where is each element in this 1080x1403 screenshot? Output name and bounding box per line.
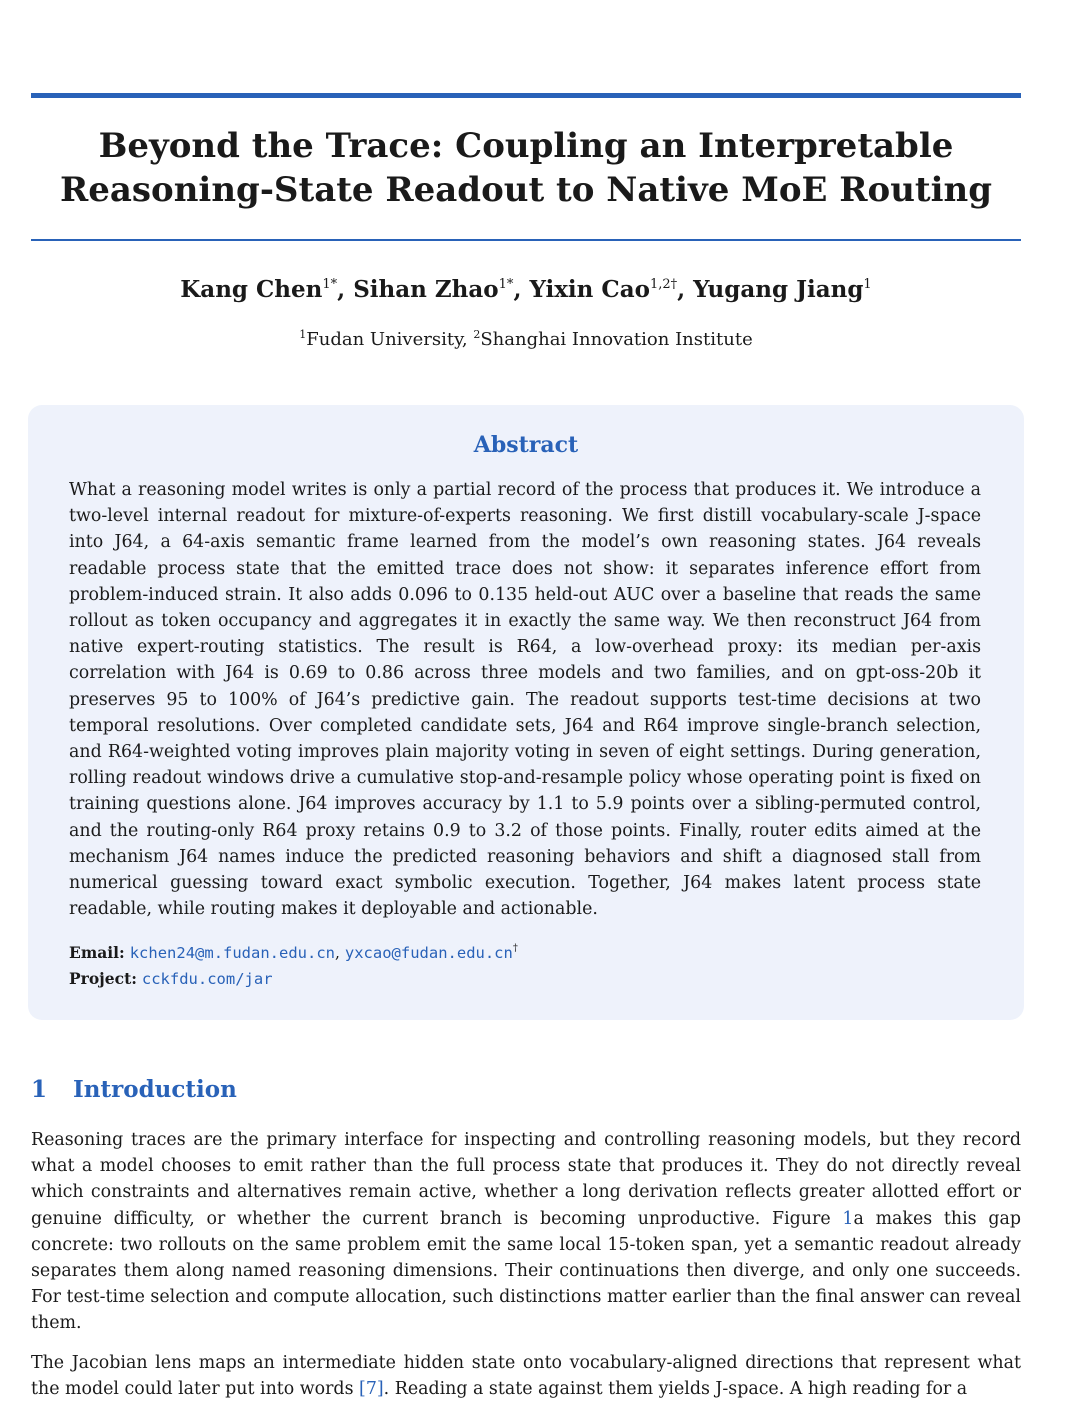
author-list — [31, 274, 1021, 306]
author-name: Sihan Zhao — [353, 276, 499, 303]
figure-ref-link[interactable]: 1 — [842, 1208, 854, 1229]
affiliation-mark: 2 — [473, 328, 481, 341]
author-sep: , — [677, 276, 694, 303]
intro-paragraph-1 — [31, 1127, 1021, 1337]
title-line-1: Beyond the Trace: Coupling an Interpretable — [98, 126, 954, 166]
title-top-rule — [31, 93, 1021, 98]
section-title: Introduction — [73, 1076, 237, 1103]
author-mark: 1,2† — [649, 277, 678, 292]
section-number: 1 — [31, 1076, 48, 1103]
abstract-box — [28, 405, 1024, 1020]
author-sep: , — [337, 276, 354, 303]
project-label: Project: — [69, 969, 137, 988]
affiliation-name: Shanghai Innovation Institute — [480, 329, 753, 350]
email-line — [69, 943, 981, 963]
affiliation-sep: , — [461, 329, 474, 350]
intro-p1-text-b: a makes this gap concrete: two rollouts on the same problem emit the same local 15-token span, yet a semantic readout already separates them along named reasoning dimensions. Their continuations then diverge, and only one succeeds. For test-time selection and compute allocation, such distinctions matter earlier than the final answer can reveal them. — [31, 1208, 1021, 1334]
title-bottom-rule — [31, 239, 1021, 241]
affiliation-list — [31, 328, 1021, 352]
section-heading-introduction — [31, 1076, 237, 1103]
email-link-1[interactable]: kchen24@m.fudan.edu.cn — [129, 944, 336, 962]
project-line — [69, 969, 981, 989]
abstract-heading: Abstract — [473, 432, 579, 458]
author-name: Kang Chen — [180, 276, 323, 303]
author-mark: 1* — [498, 277, 514, 292]
affiliation-name: Fudan University — [306, 329, 462, 350]
author-name: Yugang Jiang — [693, 276, 864, 303]
author-sep: , — [513, 276, 530, 303]
intro-p1-text-a: Reasoning traces are the primary interface for inspecting and controlling reasoning models, but they record what a model chooses to emit rather than the full process state that produces it. They do not directly reveal which constraints and alternatives remain active, whether a long derivation reflects greater allotted effort or genuine difficulty, or whether the current branch is becoming unproductive. Figure — [31, 1130, 1021, 1229]
author-mark: 1 — [863, 277, 872, 292]
intro-paragraph-2 — [31, 1350, 1021, 1402]
email-link-2[interactable]: yxcao@fudan.edu.cn — [344, 944, 513, 962]
author-mark: 1* — [322, 277, 338, 292]
intro-p2-text-a: The Jacobian lens maps an intermediate hidden state onto vocabulary-aligned directions that represent what the model could later put into words — [31, 1353, 1021, 1400]
paper-title — [31, 124, 1021, 212]
author-name: Yixin Cao — [529, 276, 650, 303]
intro-p2-text-b: . Reading a state against them yields J-space. A high reading for a — [383, 1379, 968, 1400]
email-mark: † — [512, 943, 518, 954]
affiliation-mark: 1 — [299, 328, 307, 341]
title-line-2: Reasoning-State Readout to Native MoE Routing — [59, 170, 993, 210]
project-link[interactable]: cckfdu.com/jar — [141, 970, 273, 988]
email-separator: , — [335, 944, 345, 962]
abstract-text: What a reasoning model writes is only a partial record of the process that produces it. We introduce a two-level internal readout for mixture-of-experts reasoning. We first distill vocabulary-scale J-space into J64, a 64-axis semantic frame learned from the model’s own reasoning states. J64 reveals readable process state that the emitted trace does not show: it separates inference effort from problem-induced strain. It also adds 0.096 to 0.135 held-out AUC over a baseline that reads the same rollout as token occupancy and aggregates it in exactly the same way. We then reconstruct J64 from native expert-routing statistics. The result is R64, a low-overhead proxy: its median per-axis correlation with J64 is 0.69 to 0.86 across three models and two families, and on gpt-oss-20b it preserves 95 to 100% of J64’s predictive gain. The readout supports test-time decisions at two temporal resolutions. Over completed candidate sets, J64 and R64 improve single-branch selection, and R64-weighted voting improves plain majority voting in seven of eight settings. During generation, rolling readout windows drive a cumulative stop-and-resample policy whose operating point is fixed on training questions alone. J64 improves accuracy by 1.1 to 5.9 points over a sibling-permuted control, and the routing-only R64 proxy retains 0.9 to 3.2 of those points. Finally, router edits aimed at the mechanism J64 names induce the predicted reasoning behaviors and shift a diagnosed stall from numerical guessing toward exact symbolic execution. Together, J64 makes latent process state readable, while routing makes it deployable and actionable. — [69, 480, 981, 920]
citation-ref-link[interactable]: [7] — [359, 1379, 384, 1400]
email-label: Email: — [69, 943, 125, 962]
